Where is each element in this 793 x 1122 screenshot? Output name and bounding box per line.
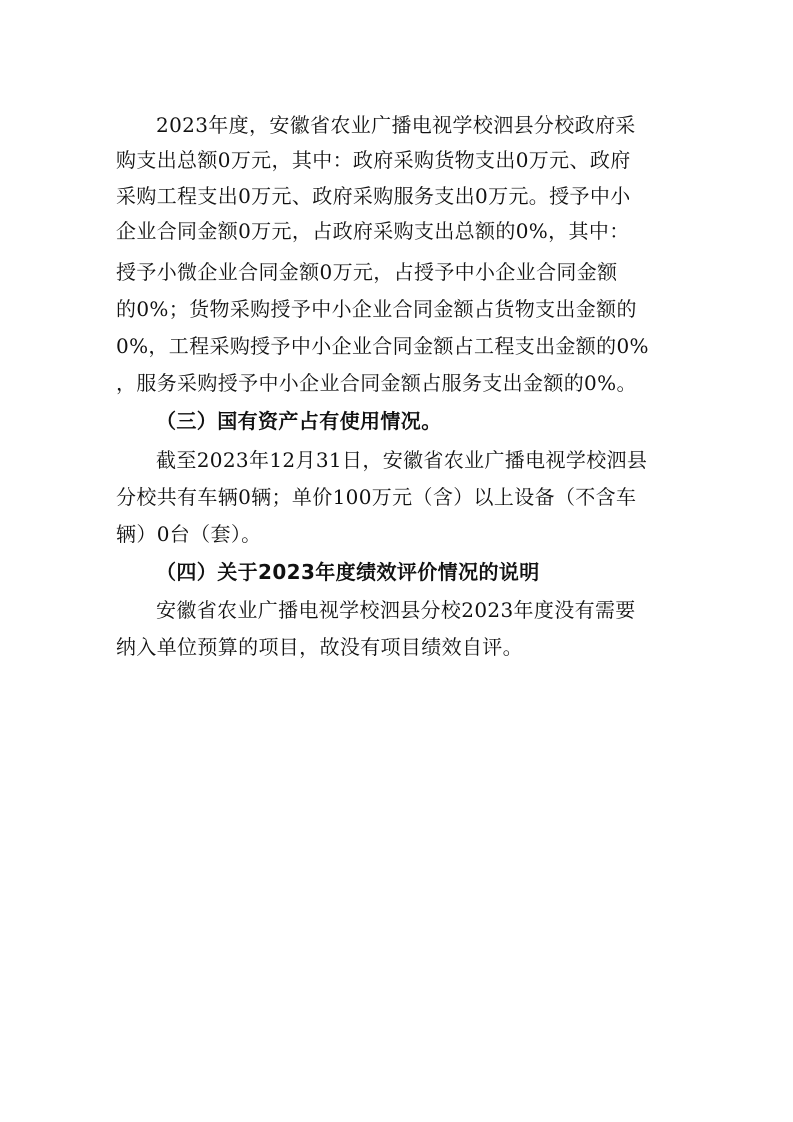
paragraph-line: 0%，工程采购授予中小企业合同金额占工程支出金额的0% (116, 334, 649, 358)
paragraph-line: 纳入单位预算的项目，故没有项目绩效自评。 (116, 635, 523, 659)
paragraph-line: 企业合同金额0万元，占政府采购支出总额的0%，其中： (116, 219, 630, 243)
section-heading-performance: （四）关于2023年度绩效评价情况的说明 (156, 560, 540, 584)
paragraph-line: 截至2023年12月31日，安徽省农业广播电视学校泗县 (156, 448, 648, 472)
paragraph-line: 授予小微企业合同金额0万元，占授予中小企业合同金额 (116, 260, 618, 284)
paragraph-line: ，服务采购授予中小企业合同金额占服务支出金额的0%。 (116, 371, 637, 395)
paragraph-line: 2023年度，安徽省农业广播电视学校泗县分校政府采 (156, 113, 636, 137)
section-heading-assets: （三）国有资产占有使用情况。 (156, 409, 442, 433)
paragraph-line: 购支出总额0万元，其中：政府采购货物支出0万元、政府 (116, 148, 631, 172)
paragraph-line: 采购工程支出0万元、政府采购服务支出0万元。授予中小 (116, 184, 631, 208)
paragraph-line: 辆）0台（套）。 (116, 522, 262, 546)
paragraph-line: 分校共有车辆0辆；单价100万元（含）以上设备（不含车 (116, 485, 637, 509)
paragraph-line: 的0%；货物采购授予中小企业合同金额占货物支出金额的 (116, 297, 637, 321)
paragraph-line: 安徽省农业广播电视学校泗县分校2023年度没有需要 (156, 598, 636, 622)
